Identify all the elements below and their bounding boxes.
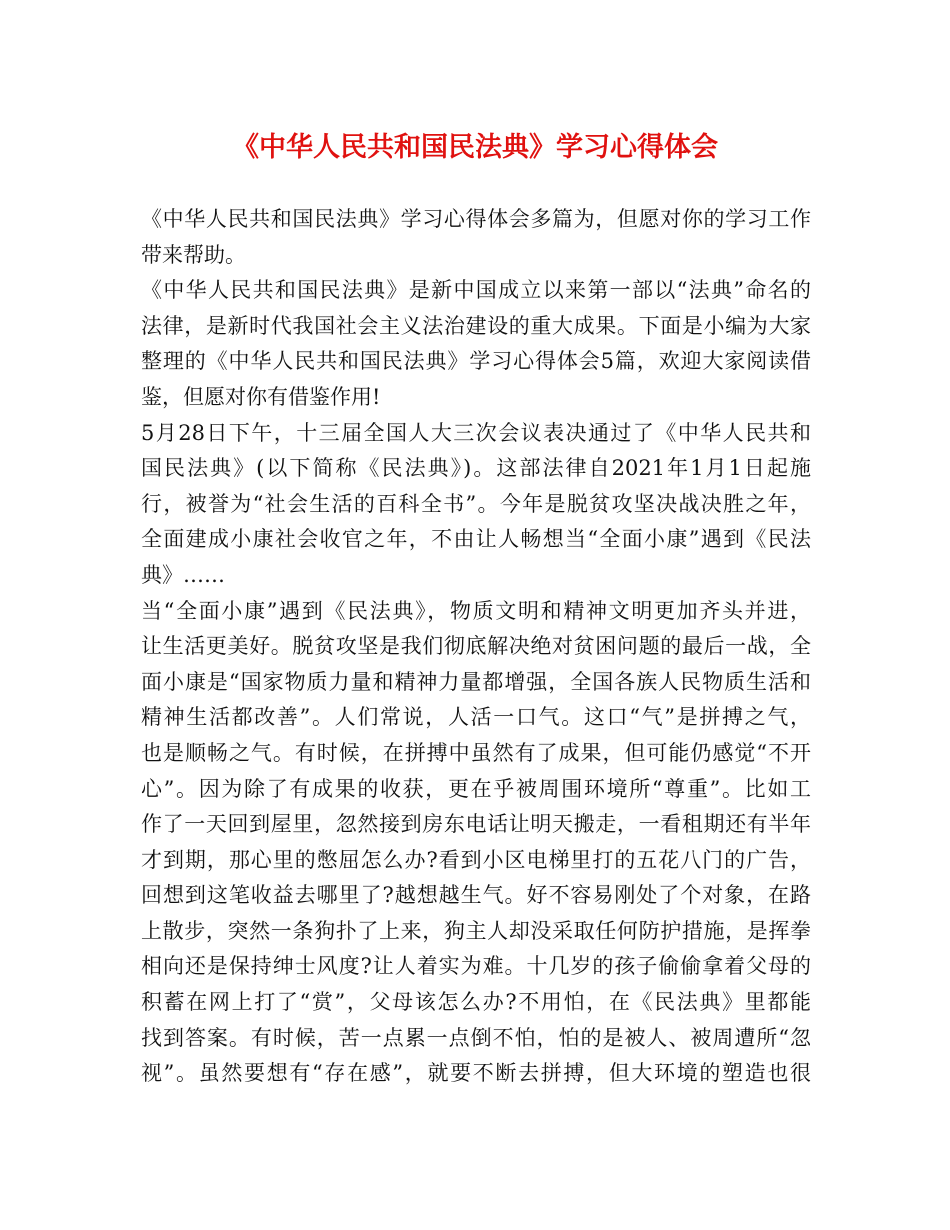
text-line: 找到答案。有时候，苦一点累一点倒不怕，怕的是被人、被周遭所“忽 [141, 1025, 811, 1050]
text-line: 积蓄在网上打了“赏”，父母该怎么办?不用怕，在《民法典》里都能 [141, 990, 811, 1015]
text-line: 让生活更美好。脱贫攻坚是我们彻底解决绝对贫困问题的最后一战，全 [141, 634, 811, 659]
text-line: 全面建成小康社会收官之年，不由让人畅想当“全面小康”遇到《民法 [141, 527, 811, 552]
text-line: 精神生活都改善”。人们常说，人活一口气。这口“气”是拼搏之气， [141, 705, 811, 730]
text-line: 《中华人民共和国民法典》学习心得体会多篇为，但愿对你的学习工作 [141, 207, 811, 231]
text-line: 心”。因为除了有成果的收获，更在乎被周围环境所“尊重”。比如工 [141, 776, 811, 801]
text-line: 上散步，突然一条狗扑了上来，狗主人却没采取任何防护措施，是挥拳 [141, 918, 811, 943]
text-line: 回想到这笔收益去哪里了?越想越生气。好不容易刚处了个对象，在路 [141, 883, 811, 908]
text-line: 也是顺畅之气。有时候，在拼搏中虽然有了成果，但可能仍感觉“不开 [141, 740, 811, 765]
text-line: 典》…… [141, 562, 225, 587]
text-line: 带来帮助。 [141, 242, 246, 267]
document-title: 《中华人民共和国民法典》学习心得体会 [232, 132, 718, 163]
text-line: 相向还是保持绅士风度?让人着实为难。十几岁的孩子偷偷拿着父母的 [141, 954, 811, 979]
text-line: 法律，是新时代我国社会主义法治建设的重大成果。下面是小编为大家 [141, 313, 811, 338]
text-line: 鉴，但愿对你有借鉴作用! [141, 384, 381, 409]
text-line: 5月28日下午，十三届全国人大三次会议表决通过了《中华人民共和 [141, 420, 811, 445]
text-line: 作了一天回到屋里，忽然接到房东电话让明天搬走，一看租期还有半年 [141, 812, 811, 837]
text-line: 当“全面小康”遇到《民法典》，物质文明和精神文明更加齐头并进， [141, 598, 811, 623]
text-line: 国民法典》(以下简称《民法典》)。这部法律自2021年1月1日起施 [141, 456, 811, 481]
document-body [141, 202, 811, 1092]
text-line: 行，被誉为“社会生活的百科全书”。今年是脱贫攻坚决战决胜之年， [141, 491, 811, 516]
text-line: 视”。虽然要想有“存在感”，就要不断去拼搏，但大环境的塑造也很 [141, 1061, 811, 1086]
text-line: 面小康是“国家物质力量和精神力量都增强，全国各族人民物质生活和 [141, 669, 811, 694]
text-line: 才到期，那心里的憋屈怎么办?看到小区电梯里打的五花八门的广告， [141, 847, 811, 872]
text-line: 《中华人民共和国民法典》是新中国成立以来第一部以“法典”命名的 [141, 278, 811, 303]
text-line: 整理的《中华人民共和国民法典》学习心得体会5篇，欢迎大家阅读借 [141, 349, 811, 374]
